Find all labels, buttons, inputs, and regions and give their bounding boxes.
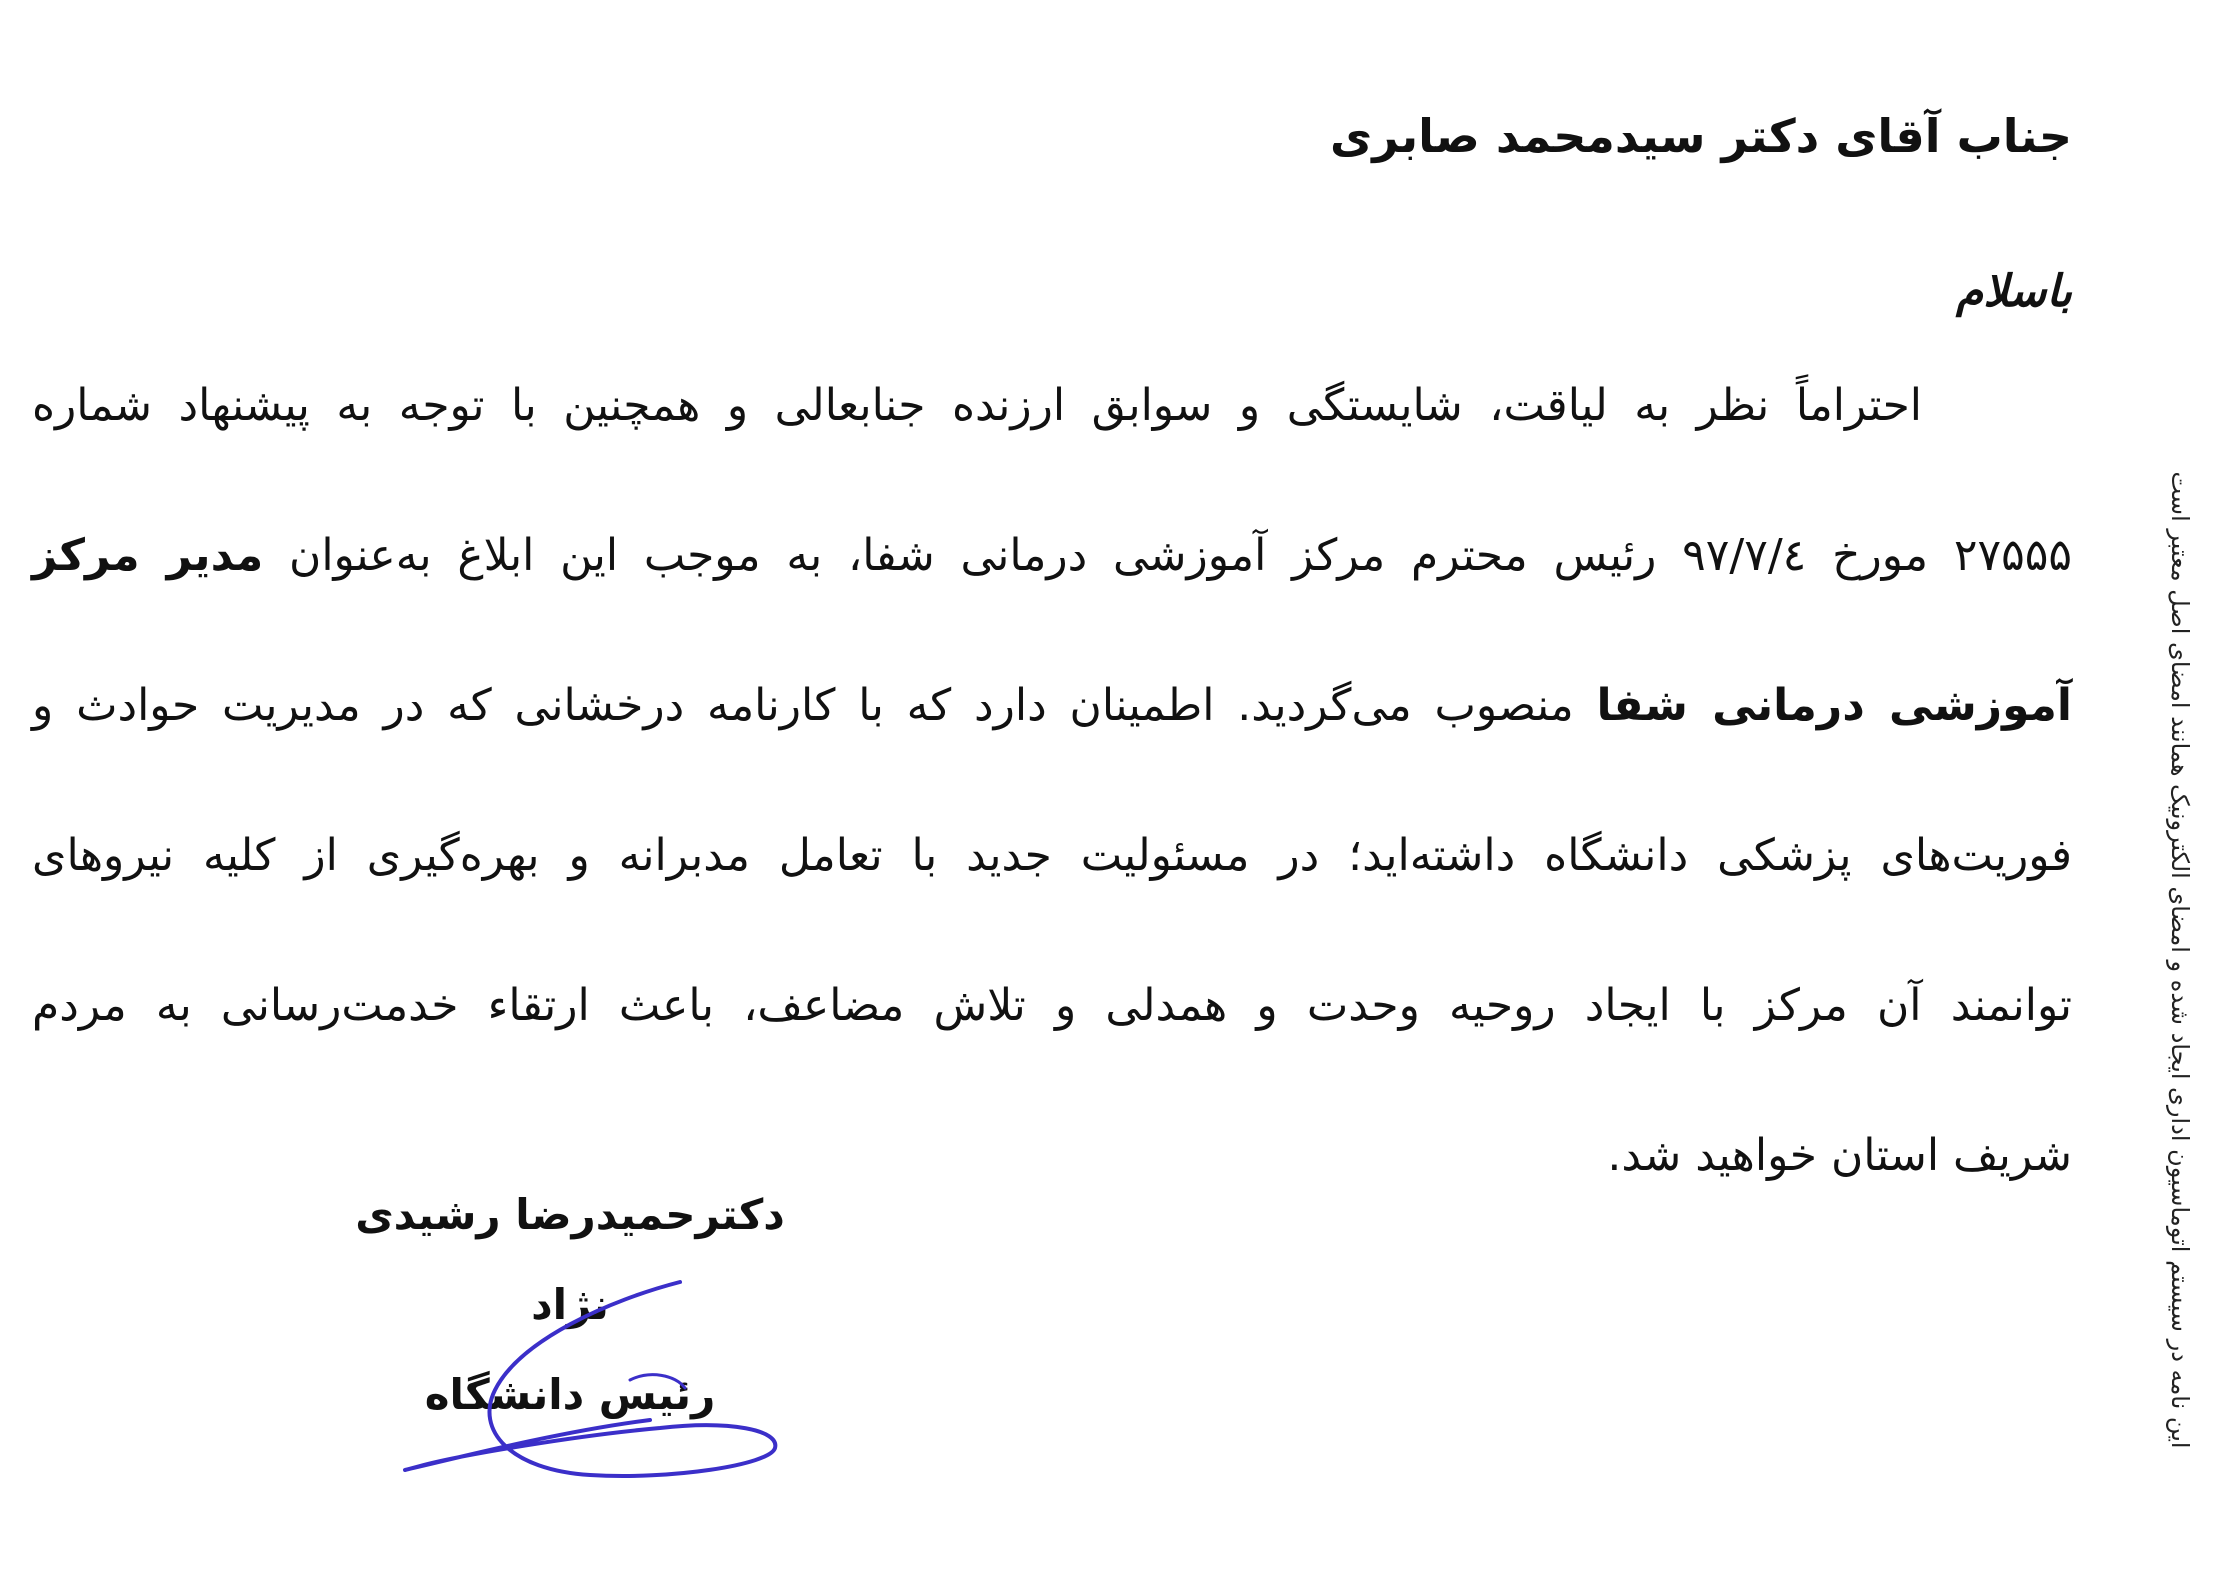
body-line-4-text: فوریت‌های پزشکی دانشگاه داشته‌اید؛ در مسئولیت جدید با تعامل مدبرانه و بهره‌گیری از کلیه نیروهای (32, 830, 2072, 881)
body-line-1-text: احتراماً نظر به لیاقت، شایستگی و سوابق ارزنده جنابعالی و همچنین با توجه به پیشنهاد شماره (32, 380, 1922, 431)
body-text (32, 370, 2072, 1270)
handwritten-signature (400, 1270, 800, 1490)
body-line-6-text: شریف استان خواهید شد. (1607, 1130, 2072, 1181)
signer-name: دکترحمیدرضا رشیدی نژاد (355, 1190, 785, 1329)
body-line-3 (32, 670, 2072, 820)
addressee: جناب آقای دکتر سیدمحمد صابری (1330, 109, 2072, 163)
appointment-title-part-1: مدیر مرکز (32, 530, 264, 581)
body-line-5 (32, 970, 2072, 1120)
body-line-3-text: منصوب می‌گردید. اطمینان دارد که با کارنامه درخشانی که در مدیریت حوادث و (32, 680, 1597, 731)
body-line-5-text: توانمند آن مرکز با ایجاد روحیه وحدت و همدلی و تلاش مضاعف، باعث ارتقاء خدمت‌رسانی به مردم (32, 980, 2072, 1031)
electronic-signature-notice-text: این نامه در سیستم اتوماسیون اداری ایجاد شده و امضای الکترونیک همانند امضای اصل معتبر است (2166, 471, 2194, 1449)
electronic-signature-notice (2150, 471, 2210, 1449)
signer-title: رئیس دانشگاه (424, 1370, 716, 1419)
body-line-4 (32, 820, 2072, 970)
salutation: باسلام (1955, 266, 2072, 317)
body-line-2-text: ۲۷۵۵۵ مورخ ۹۷/۷/٤ رئیس محترم مرکز آموزشی درمانی شفا، به موجب این ابلاغ به‌عنوان (263, 530, 2072, 581)
body-line-1 (32, 370, 2072, 520)
appointment-title-part-2: آموزشی درمانی شفا (1596, 680, 2072, 731)
body-line-2 (32, 520, 2072, 670)
